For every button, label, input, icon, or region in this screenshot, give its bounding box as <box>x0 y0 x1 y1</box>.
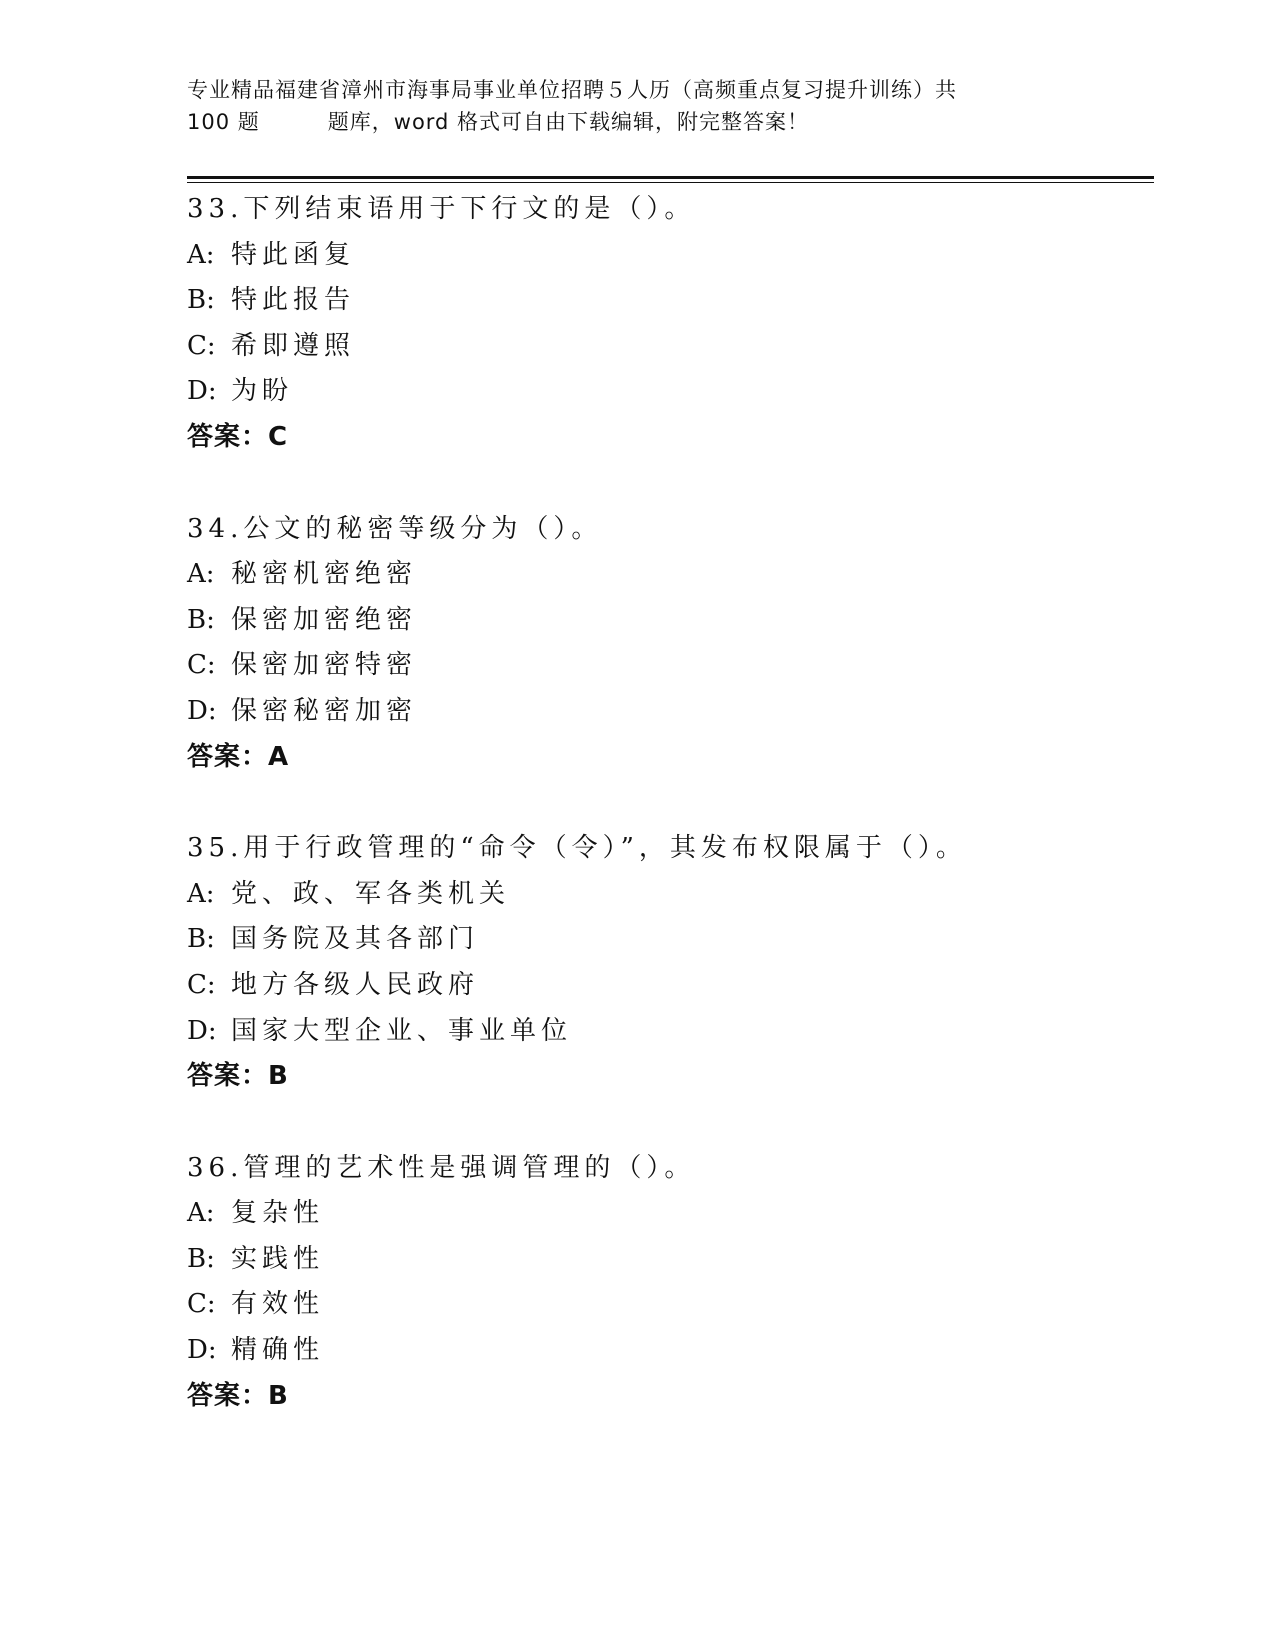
question-stem: 35.用于行政管理的“命令（令）”，其发布权限属于（）。 <box>187 833 967 864</box>
question-stem: 34.公文的秘密等级分为（）。 <box>187 513 603 544</box>
option-text: 国家大型企业、事业单位 <box>231 1015 573 1046</box>
option-letter: A: <box>187 239 215 270</box>
answer-line: 答案：C <box>187 421 289 452</box>
header-title-line2 <box>187 106 1067 138</box>
question-list <box>187 187 1147 1419</box>
option-letter: D: <box>187 1015 217 1046</box>
question-34 <box>187 507 1147 781</box>
option-text: 希即遵照 <box>231 330 356 361</box>
option-d <box>187 689 1147 735</box>
option-text: 保密加密特密 <box>231 650 418 681</box>
option-text: 精确性 <box>231 1335 325 1366</box>
option-c <box>187 1282 1147 1328</box>
option-text: 为盼 <box>231 376 294 407</box>
option-b <box>187 598 1147 644</box>
option-letter: D: <box>187 376 217 407</box>
option-a <box>187 233 1147 279</box>
answer-line: 答案：B <box>187 1061 289 1092</box>
header-description: 题库，word 格式可自由下载编辑，附完整答案！ <box>327 110 810 134</box>
option-letter: C: <box>187 330 216 361</box>
option-d <box>187 369 1147 415</box>
option-a <box>187 1191 1147 1237</box>
option-letter: C: <box>187 969 216 1000</box>
option-letter: B: <box>187 604 215 635</box>
option-letter: B: <box>187 1243 215 1274</box>
question-stem: 36.管理的艺术性是强调管理的（）。 <box>187 1152 696 1183</box>
option-text: 国务院及其各部门 <box>231 924 480 955</box>
option-letter: C: <box>187 650 216 681</box>
option-c <box>187 324 1147 370</box>
option-text: 特此函复 <box>231 239 356 270</box>
answer-line: 答案：B <box>187 1380 289 1411</box>
option-d <box>187 1009 1147 1055</box>
option-a <box>187 872 1147 918</box>
option-b <box>187 917 1147 963</box>
option-letter: A: <box>187 1198 215 1229</box>
header-divider-thin <box>187 182 1154 183</box>
header-divider-thick <box>187 176 1154 179</box>
option-letter: A: <box>187 878 215 909</box>
question-33 <box>187 187 1147 461</box>
option-b <box>187 1237 1147 1283</box>
question-36 <box>187 1146 1147 1420</box>
option-text: 有效性 <box>231 1289 325 1320</box>
option-d <box>187 1328 1147 1374</box>
question-stem: 33.下列结束语用于下行文的是（）。 <box>187 194 696 224</box>
answer-line: 答案：A <box>187 741 290 772</box>
option-letter: D: <box>187 1335 217 1366</box>
option-text: 实践性 <box>231 1243 325 1274</box>
option-letter: C: <box>187 1289 216 1320</box>
question-35 <box>187 826 1147 1100</box>
header-question-count: 100 题 <box>187 110 260 134</box>
option-letter: D: <box>187 695 217 726</box>
option-letter: B: <box>187 924 215 955</box>
option-letter: A: <box>187 559 215 590</box>
option-text: 保密秘密加密 <box>231 695 418 726</box>
option-c <box>187 963 1147 1009</box>
option-text: 复杂性 <box>231 1198 325 1229</box>
option-text: 党、政、军各类机关 <box>231 878 511 909</box>
option-letter: B: <box>187 285 215 316</box>
option-text: 特此报告 <box>231 285 356 316</box>
document-header <box>187 74 1067 138</box>
option-a <box>187 552 1147 598</box>
option-text: 秘密机密绝密 <box>231 559 418 590</box>
option-text: 地方各级人民政府 <box>231 969 480 1000</box>
option-c <box>187 643 1147 689</box>
option-text: 保密加密绝密 <box>231 604 418 635</box>
option-b <box>187 278 1147 324</box>
header-title-line1: 专业精品福建省漳州市海事局事业单位招聘５人历（高频重点复习提升训练）共 <box>187 78 957 102</box>
